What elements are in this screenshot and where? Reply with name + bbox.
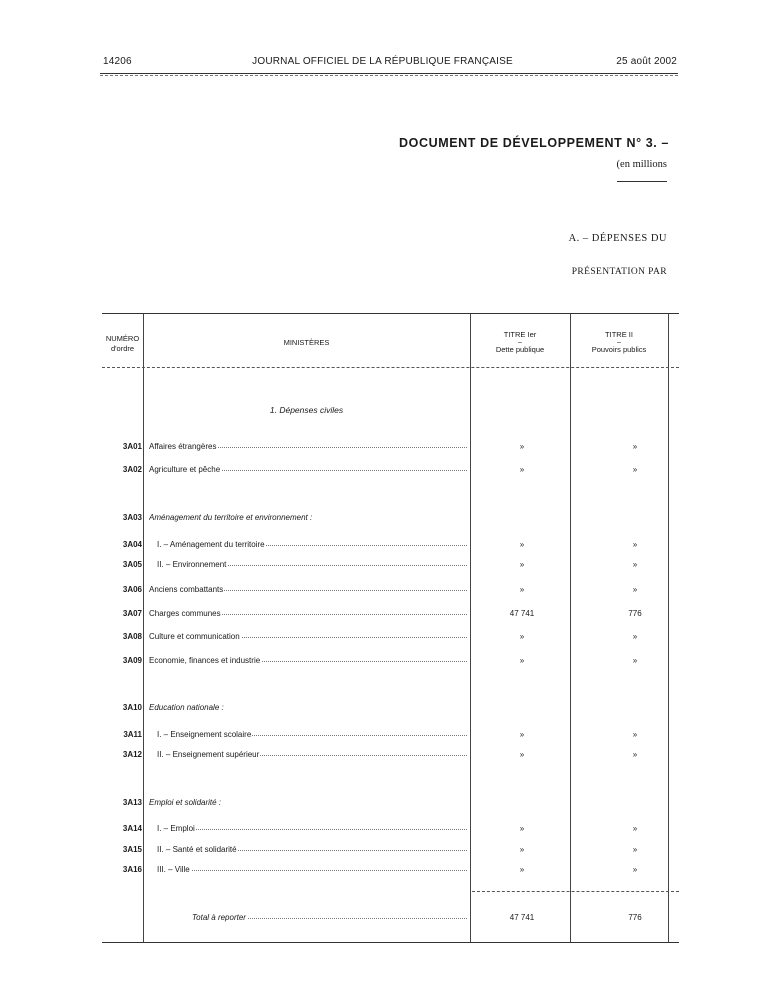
header-ministeres: MINISTÈRES — [283, 338, 330, 347]
row-label: Charges communes — [149, 609, 467, 618]
issue-date: 25 août 2002 — [616, 56, 677, 67]
row-label: II. – Santé et solidarité — [149, 845, 467, 854]
document-title: DOCUMENT DE DÉVELOPPEMENT N° 3. – — [399, 136, 669, 150]
row-label: I. – Aménagement du territoire — [149, 540, 467, 549]
journal-title: JOURNAL OFFICIEL DE LA RÉPUBLIQUE FRANÇAISE — [252, 56, 513, 67]
table-row — [102, 465, 679, 477]
table-row — [102, 730, 679, 742]
total-titre-2: 776 — [628, 913, 642, 922]
total-label: Total à reporter — [149, 913, 467, 922]
row-titre-1: » — [519, 750, 525, 759]
table-row — [102, 824, 679, 836]
row-titre-2: » — [632, 540, 638, 549]
row-label: I. – Enseignement scolaire — [149, 730, 467, 739]
page-number: 14206 — [103, 56, 132, 67]
table-row — [102, 585, 679, 597]
header-numero: NUMÉRO d'ordre — [105, 334, 140, 353]
row-code: 3A05 — [122, 560, 142, 569]
presentation-heading: PRÉSENTATION PAR — [571, 267, 667, 277]
table-row — [102, 798, 679, 810]
table-row — [102, 609, 679, 621]
row-titre-1: » — [519, 730, 525, 739]
row-label: Aménagement du territoire et environnement : — [149, 513, 313, 522]
header-titre-2: TITRE II – Pouvoirs publics — [591, 330, 647, 354]
row-code: 3A02 — [122, 465, 142, 474]
table-row — [102, 540, 679, 552]
total-titre-1: 47 741 — [509, 913, 535, 922]
row-code: 3A01 — [122, 442, 142, 451]
row-label: I. – Emploi — [149, 824, 467, 833]
table-row — [102, 750, 679, 762]
row-titre-2: » — [632, 824, 638, 833]
section-heading: A. – DÉPENSES DU — [568, 233, 667, 244]
row-code: 3A13 — [122, 798, 142, 807]
header-titre-1: TITRE Ier – Dette publique — [495, 330, 545, 354]
row-code: 3A06 — [122, 585, 142, 594]
row-code: 3A04 — [122, 540, 142, 549]
row-titre-2: » — [632, 465, 638, 474]
table-row — [102, 513, 679, 525]
row-label: Culture et communication — [149, 632, 467, 641]
unit-rule — [617, 181, 667, 182]
header-rule — [100, 73, 678, 74]
total-rule — [472, 891, 679, 892]
table-row — [102, 632, 679, 644]
row-code: 3A07 — [122, 609, 142, 618]
table-row — [102, 845, 679, 857]
row-titre-2: » — [632, 750, 638, 759]
row-titre-1: » — [519, 442, 525, 451]
row-titre-1: » — [519, 865, 525, 874]
row-code: 3A12 — [122, 750, 142, 759]
row-titre-1: » — [519, 632, 525, 641]
row-titre-2: » — [632, 632, 638, 641]
row-titre-2: » — [632, 442, 638, 451]
row-titre-1: » — [519, 824, 525, 833]
header-divider — [102, 367, 679, 368]
row-titre-2: » — [632, 730, 638, 739]
table-row — [102, 442, 679, 454]
row-label: Economie, finances et industrie — [149, 656, 467, 665]
table-row — [102, 865, 679, 877]
row-titre-2: » — [632, 560, 638, 569]
row-code: 3A15 — [122, 845, 142, 854]
row-code: 3A09 — [122, 656, 142, 665]
row-label: Anciens combattants — [149, 585, 467, 594]
row-titre-1: » — [519, 465, 525, 474]
row-titre-2: » — [632, 865, 638, 874]
row-label: III. – Ville — [149, 865, 467, 874]
row-code: 3A11 — [123, 730, 142, 739]
section-title: 1. Dépenses civiles — [269, 405, 344, 415]
row-titre-1: » — [519, 540, 525, 549]
row-label: II. – Environnement — [149, 560, 467, 569]
row-code: 3A16 — [122, 865, 142, 874]
row-titre-2: » — [632, 656, 638, 665]
row-titre-1: 47 741 — [509, 609, 535, 618]
row-label: Education nationale : — [149, 703, 224, 712]
row-label: Affaires étrangères — [149, 442, 467, 451]
row-label: Emploi et solidarité : — [149, 798, 222, 807]
row-code: 3A14 — [122, 824, 142, 833]
row-titre-2: 776 — [628, 609, 642, 618]
row-titre-2: » — [632, 585, 638, 594]
row-titre-1: » — [519, 560, 525, 569]
table-row — [102, 560, 679, 572]
row-label: II. – Enseignement supérieur — [149, 750, 467, 759]
row-titre-1: » — [519, 845, 525, 854]
row-titre-2: » — [632, 845, 638, 854]
total-row — [102, 913, 679, 925]
row-label: Agriculture et pêche — [149, 465, 467, 474]
row-code: 3A03 — [122, 513, 142, 522]
table-row — [102, 656, 679, 668]
table-row — [102, 703, 679, 715]
row-titre-1: » — [519, 585, 525, 594]
header-rule-dashed — [100, 75, 678, 77]
row-code: 3A08 — [122, 632, 142, 641]
budget-table — [102, 313, 679, 943]
row-titre-1: » — [519, 656, 525, 665]
row-code: 3A10 — [122, 703, 142, 712]
document-unit: (en millions — [616, 159, 667, 170]
